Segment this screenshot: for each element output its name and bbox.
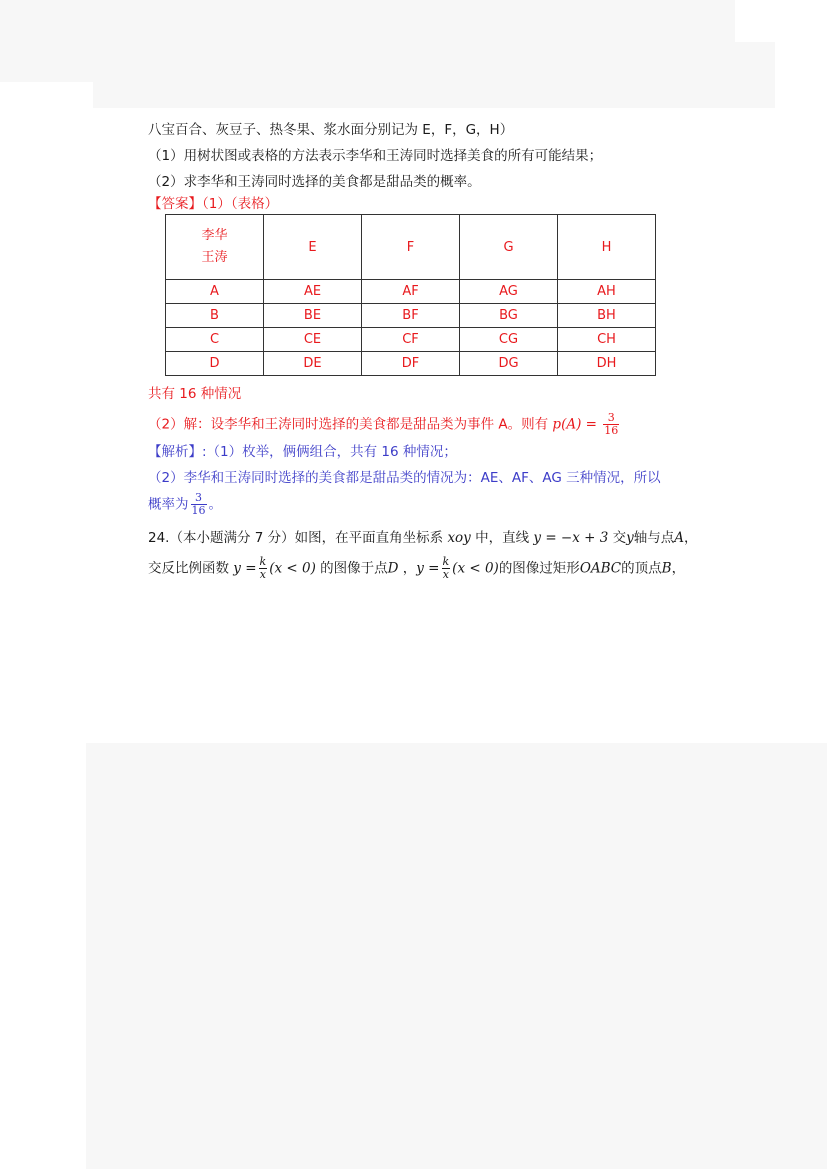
table-cell: CF — [362, 328, 460, 352]
analysis-2: （2）李华和王涛同时选择的美食都是甜品类的情况为：AE、AF、AG 三种情况，所以 — [148, 470, 661, 486]
answer-label: 【答案】（1）（表格） — [148, 196, 279, 212]
analysis3-suffix: 。 — [208, 496, 222, 513]
table-row — [166, 352, 656, 376]
q24-y: y — [626, 530, 634, 546]
question-24-line2 — [148, 556, 685, 581]
table-cell: BE — [264, 304, 362, 328]
table-col-header: F — [362, 215, 460, 280]
q24-text-c: 交 — [612, 530, 627, 546]
intro-line: 八宝百合、灰豆子、热冬果、浆水面分别记为 E，F，G，H） — [148, 122, 514, 138]
part2-numerator: 3 — [603, 412, 619, 425]
q25-text-d: 的图像过矩形 — [498, 560, 580, 577]
q24-text-a: 24.（本小题满分 7 分）如图，在平面直角坐标系 — [148, 530, 444, 546]
q25-text-f: ， — [671, 560, 686, 577]
q25-cond2: (x < 0) — [452, 560, 499, 577]
q24-point-a: A — [674, 530, 685, 546]
part2-denominator: 16 — [604, 424, 619, 437]
outcome-table — [165, 214, 656, 376]
part2-formula: p(A) = — [552, 416, 597, 433]
table-cell: AH — [558, 280, 656, 304]
table-cell: CH — [558, 328, 656, 352]
question-24-line1 — [148, 528, 698, 548]
q25-func1: y = — [233, 560, 257, 577]
table-row-label: A — [166, 280, 264, 304]
scan-shade-top-2 — [0, 42, 775, 82]
table-col-header: H — [558, 215, 656, 280]
table-cell: DG — [460, 352, 558, 376]
q25-x2: x — [442, 568, 449, 581]
table-cell: CE — [264, 328, 362, 352]
corner-bottom-label: 王涛 — [201, 250, 228, 265]
table-col-header: E — [264, 215, 362, 280]
table-row — [166, 280, 656, 304]
part2-fraction — [603, 412, 619, 437]
q25-func2: y = — [416, 560, 440, 577]
table-row-label: B — [166, 304, 264, 328]
part2-solution — [148, 412, 621, 437]
q25-k: k — [259, 555, 267, 568]
table-row-label: D — [166, 352, 264, 376]
question-2: （2）求李华和王涛同时选择的美食都是甜品类的概率。 — [148, 174, 481, 190]
scan-shade-top — [0, 0, 735, 42]
q25-text-b: 的图像于点 — [320, 560, 388, 577]
q24-equation: y = −x + 3 — [533, 530, 609, 546]
table-cell: AG — [460, 280, 558, 304]
q25-text-a: 交反比例函数 — [148, 560, 229, 577]
table-header-row — [166, 215, 656, 280]
question-1: （1）用树状图或表格的方法表示李华和王涛同时选择美食的所有可能结果； — [148, 148, 603, 164]
table-cell: AF — [362, 280, 460, 304]
q25-text-c: ， — [402, 560, 417, 577]
q25-k2: k — [442, 555, 450, 568]
analysis3-prefix: 概率为 — [148, 496, 189, 513]
analysis3-fraction — [191, 492, 207, 517]
table-cell: BG — [460, 304, 558, 328]
table-row-label: C — [166, 328, 264, 352]
scan-shade-top-3 — [93, 82, 775, 108]
table-cell: DH — [558, 352, 656, 376]
q25-text-e: 的顶点 — [621, 560, 662, 577]
analysis3-denominator: 16 — [191, 504, 206, 517]
q25-oabc: OABC — [579, 560, 622, 577]
table-row — [166, 328, 656, 352]
analysis3-numerator: 3 — [191, 492, 207, 505]
table-cell: BF — [362, 304, 460, 328]
analysis-3 — [148, 492, 222, 517]
q25-point-d: D — [387, 560, 399, 577]
table-cell: DF — [362, 352, 460, 376]
q25-cond1: (x < 0) — [269, 560, 316, 577]
q25-x: x — [259, 568, 266, 581]
q25-point-b: B — [661, 560, 672, 577]
q24-text-b: 中，直线 — [475, 530, 530, 546]
table-cell: AE — [264, 280, 362, 304]
q25-fraction2 — [442, 556, 451, 581]
q24-text-d: 轴与点 — [633, 530, 675, 546]
q25-fraction1 — [259, 556, 268, 581]
corner-top-label: 李华 — [201, 228, 228, 243]
table-cell: CG — [460, 328, 558, 352]
q24-xoy: xoy — [447, 530, 471, 546]
table-col-header: G — [460, 215, 558, 280]
q24-text-e: ， — [684, 530, 698, 546]
part2-text: （2）解：设李华和王涛同时选择的美食都是甜品类为事件 A。则有 — [148, 416, 549, 433]
analysis-1: 【解析】:（1）枚举，俩俩组合，共有 16 种情况； — [148, 444, 457, 460]
table-cell: DE — [264, 352, 362, 376]
table-corner-cell — [166, 215, 264, 280]
total-cases: 共有 16 种情况 — [148, 386, 242, 402]
table-row — [166, 304, 656, 328]
table-cell: BH — [558, 304, 656, 328]
scan-shade-bottom — [86, 743, 827, 1169]
